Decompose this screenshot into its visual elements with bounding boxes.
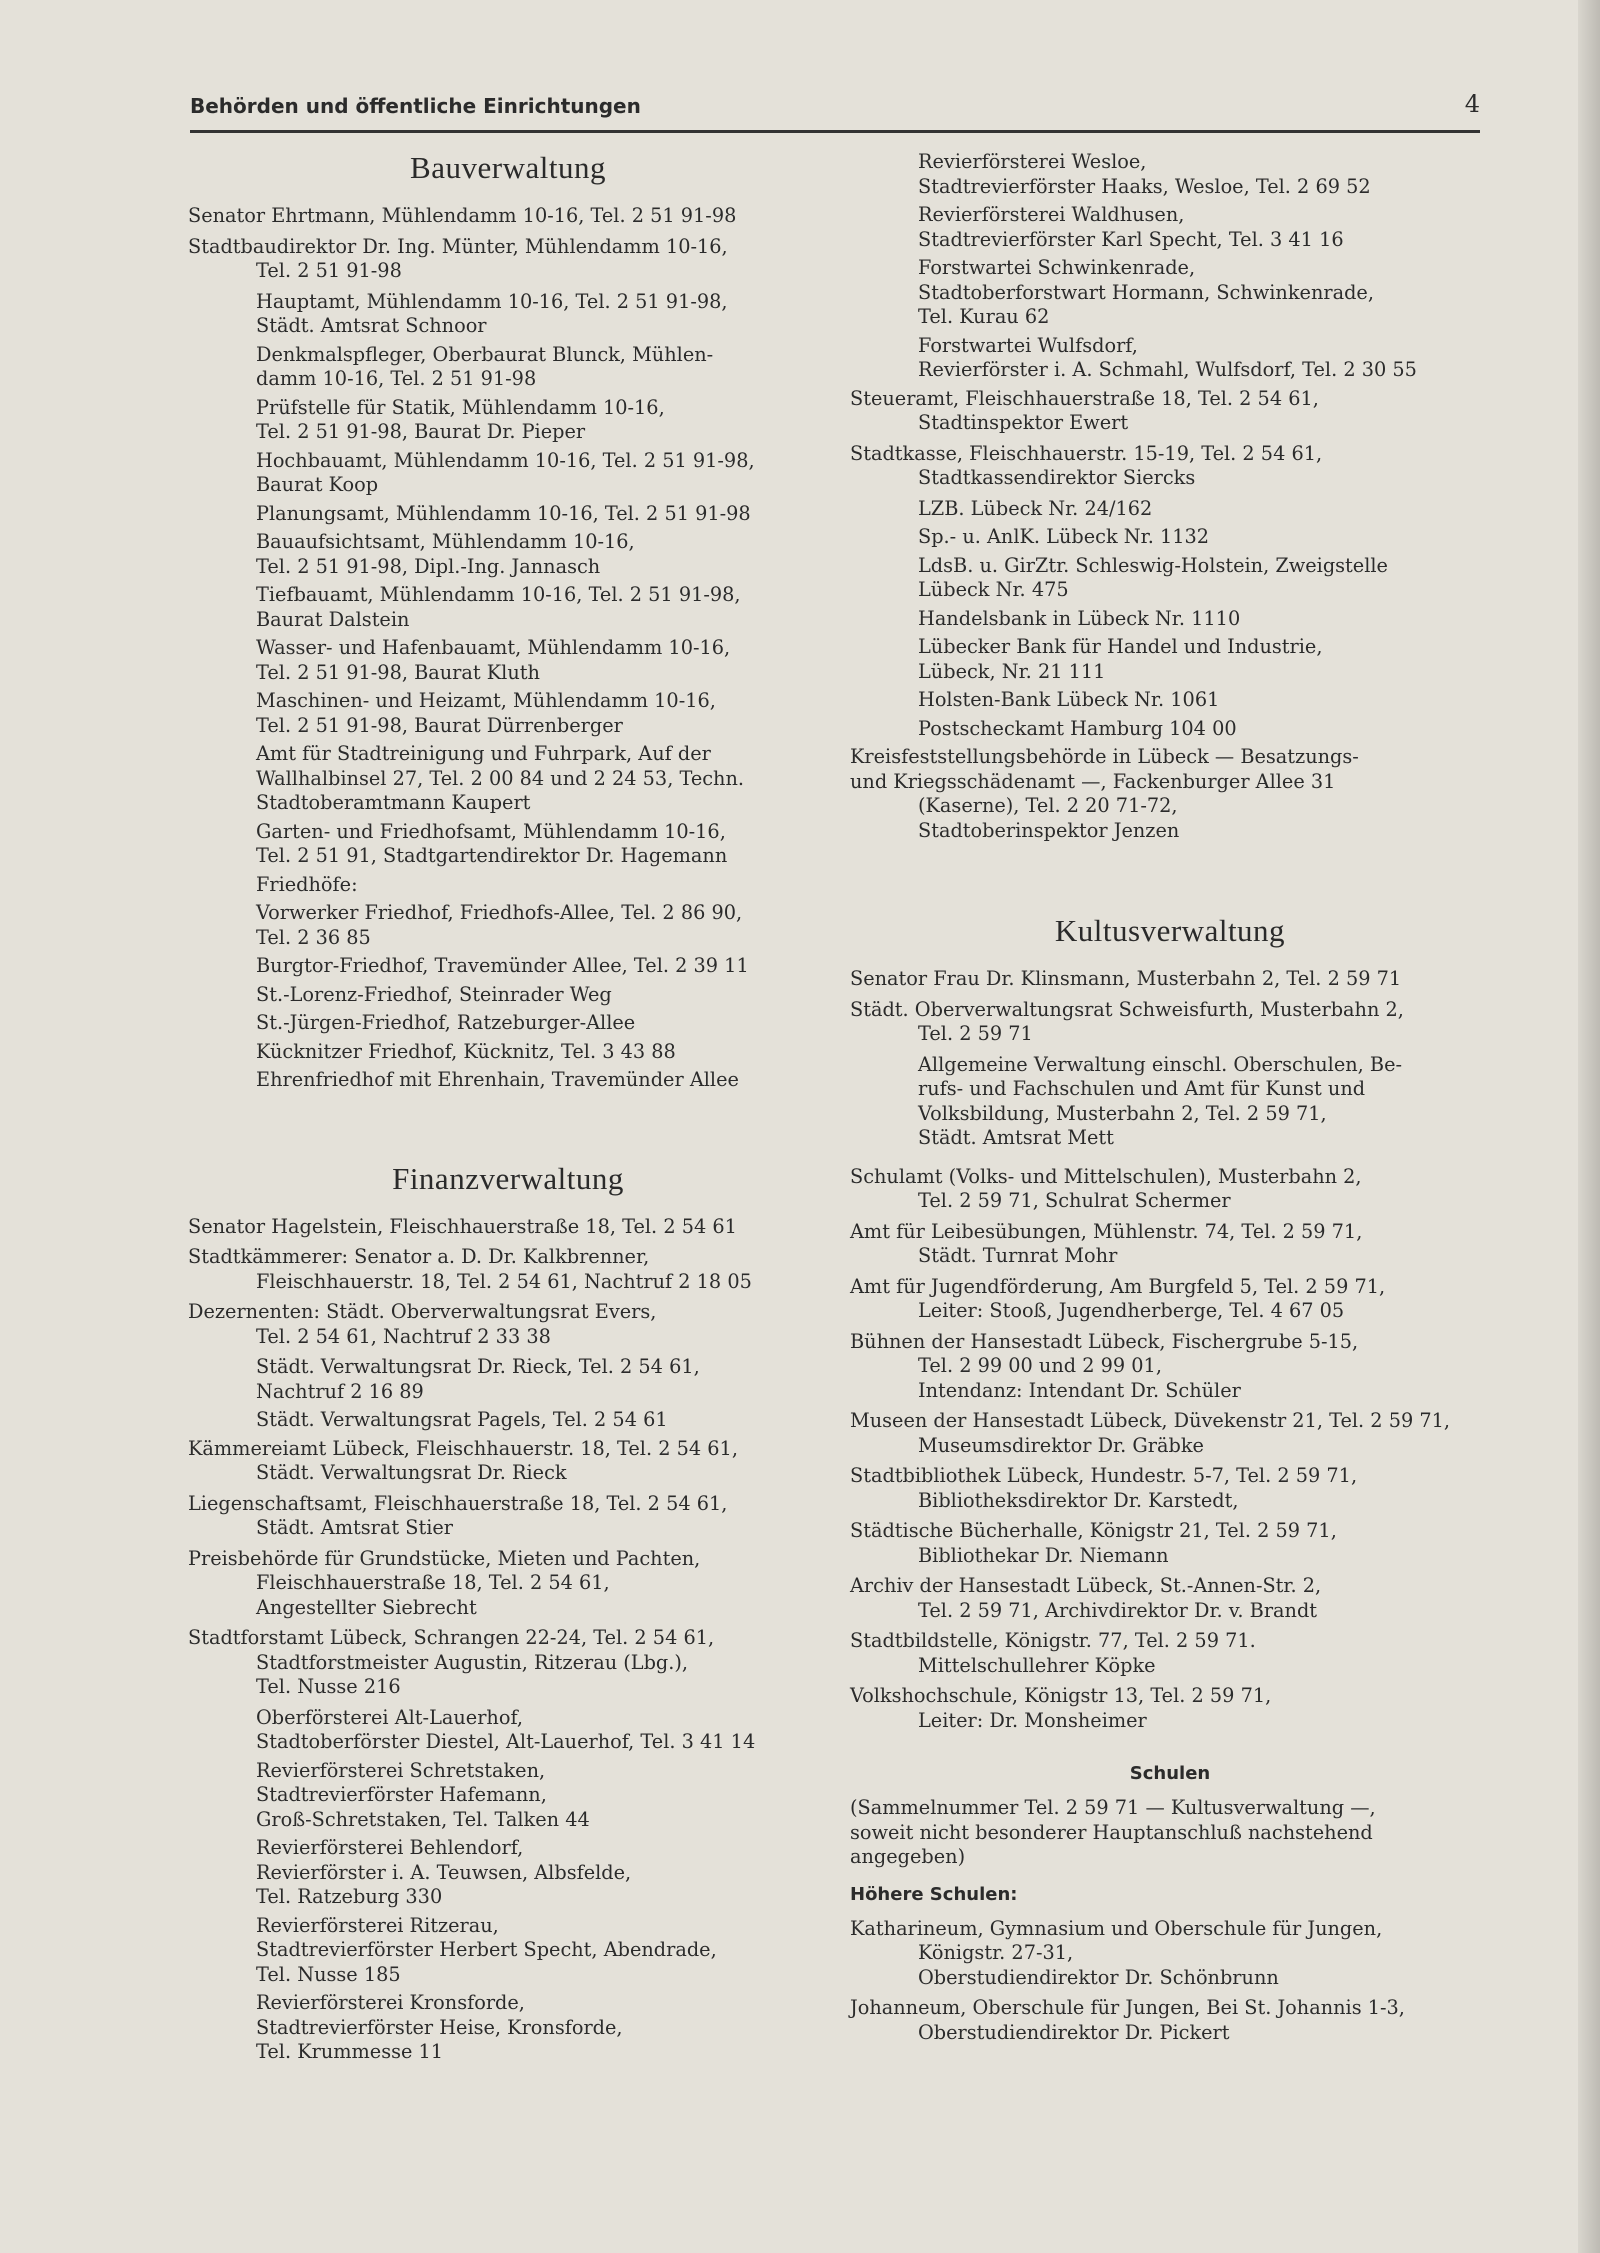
kultus-institution-entry: Stadtbibliothek Lübeck, Hundestr. 5-7, Tel. 2 59 71, Bibliotheksdirektor Dr. Karstedt,	[850, 1464, 1358, 1512]
kultus-entry: Senator Frau Dr. Klinsmann, Musterbahn 2, Tel. 2 59 71	[850, 967, 1402, 990]
bau-office-entry: Denkmalspfleger, Oberbaurat Blunck, Mühlen- damm 10-16, Tel. 2 51 91-98	[256, 342, 714, 390]
page-header	[190, 90, 1480, 133]
kultus-entries	[850, 967, 1490, 1047]
kultus-institution-entry: Stadtbildstelle, Königstr. 77, Tel. 2 59 71. Mittelschullehrer Köpke	[850, 1629, 1256, 1677]
bank-entry: LZB. Lübeck Nr. 24/162	[918, 496, 1153, 520]
entry-stadtkasse: Stadtkasse, Fleischhauerstr. 15-19, Tel. 2 54 61, Stadtkassendirektor Siercks	[850, 441, 1323, 489]
bank-accounts	[850, 497, 1490, 742]
school-entry: Katharineum, Gymnasium und Oberschule für Jungen, Königstr. 27-31, Oberstudiendirektor Dr. Schönbrunn	[850, 1916, 1383, 1989]
bau-office-entry: Hochbauamt, Mühlendamm 10-16, Tel. 2 51 91-98, Baurat Koop	[256, 448, 755, 496]
kultus-institution-entry: Museen der Hansestadt Lübeck, Düvekenstr 21, Tel. 2 59 71, Museumsdirektor Dr. Gräbke	[850, 1409, 1451, 1457]
forst-entry: Revierförsterei Waldhusen, Stadtrevierförster Karl Specht, Tel. 3 41 16	[918, 203, 1344, 251]
entry-fin-liegenschaft: Liegenschaftsamt, Fleischhauerstraße 18, Tel. 2 54 61, Städt. Amtsrat Stier	[188, 1491, 728, 1539]
forst-entry: Forstwartei Schwinkenrade, Stadtoberforstwart Hormann, Schwinkenrade, Tel. Kurau 62	[918, 256, 1374, 328]
entry-bau-direktor: Stadtbaudirektor Dr. Ing. Münter, Mühlendamm 10-16, Tel. 2 51 91-98	[188, 234, 728, 282]
left-column	[188, 150, 828, 2069]
entry-fin-senator: Senator Hagelstein, Fleischhauerstraße 18, Tel. 2 54 61	[188, 1214, 737, 1238]
kultus-institution-entry: Volkshochschule, Königstr 13, Tel. 2 59 71, Leiter: Dr. Monsheimer	[850, 1684, 1272, 1732]
forst-entry: Revierförsterei Wesloe, Stadtrevierförster Haaks, Wesloe, Tel. 2 69 52	[918, 150, 1371, 198]
entry-fin-kaemmerer: Stadtkämmerer: Senator a. D. Dr. Kalkbrenner, Fleischhauerstr. 18, Tel. 2 54 61, Nachtruf 2 18 05	[188, 1245, 752, 1293]
bau-sub-entries	[188, 290, 828, 1093]
bau-office-entry: St.-Jürgen-Friedhof, Ratzeburger-Allee	[256, 1011, 636, 1034]
entry-kreisfeststellung: Kreisfeststellungsbehörde in Lübeck — Besatzungs- und Kriegsschädenamt —, Fackenburger Allee 31 (Kaserne), Tel. 2 20 71-72, Stadtoberinspektor Jenzen	[850, 745, 1359, 842]
section-title-kultusverwaltung: Kultusverwaltung	[1054, 913, 1286, 948]
bank-entry: Lübecker Bank für Handel und Industrie, Lübeck, Nr. 21 111	[918, 635, 1323, 683]
schulen-note: (Sammelnummer Tel. 2 59 71 — Kultusverwaltung —, soweit nicht besonderer Hauptanschluß nachstehend angegeben)	[850, 1796, 1376, 1868]
bau-office-entry: Vorwerker Friedhof, Friedhofs-Allee, Tel. 2 86 90, Tel. 2 36 85	[256, 901, 743, 949]
bau-office-entry: Garten- und Friedhofsamt, Mühlendamm 10-16, Tel. 2 51 91, Stadtgartendirektor Dr. Hagemann	[256, 819, 728, 867]
entry-fin-preis: Preisbehörde für Grundstücke, Mieten und Pachten, Fleischhauerstraße 18, Tel. 2 54 61, Angestellter Siebrecht	[188, 1546, 701, 1619]
entry-fin-dezernenten: Dezernenten: Städt. Oberverwaltungsrat Evers, Tel. 2 54 61, Nachtruf 2 33 38	[188, 1300, 657, 1348]
bau-office-entry: Tiefbauamt, Mühlendamm 10-16, Tel. 2 51 91-98, Baurat Dalstein	[256, 583, 741, 631]
running-title: Behörden und öffentliche Einrichtungen	[190, 94, 641, 118]
dezernent-entry: Städt. Verwaltungsrat Pagels, Tel. 2 54 61	[256, 1408, 668, 1431]
heading-hoehere-schulen: Höhere Schulen:	[850, 1883, 1018, 1905]
fin-dezernenten-sub	[188, 1355, 828, 1433]
school-entry: Johanneum, Oberschule für Jungen, Bei St. Johannis 1-3, Oberstudiendirektor Dr. Pickert	[850, 1996, 1405, 2044]
section-title-bauverwaltung: Bauverwaltung	[410, 150, 606, 185]
kultus-institutions	[850, 1165, 1490, 1734]
dezernent-entry: Städt. Verwaltungsrat Dr. Rieck, Tel. 2 54 61, Nachtruf 2 16 89	[256, 1355, 700, 1403]
bau-office-entry: Maschinen- und Heizamt, Mühlendamm 10-16, Tel. 2 51 91-98, Baurat Dürrenberger	[256, 689, 716, 737]
forst-entry: Oberförsterei Alt-Lauerhof, Stadtoberförster Diestel, Alt-Lauerhof, Tel. 3 41 14	[256, 1705, 756, 1753]
bau-office-entry: Ehrenfriedhof mit Ehrenhain, Travemünder Allee	[256, 1068, 739, 1091]
bau-office-entry: St.-Lorenz-Friedhof, Steinrader Weg	[256, 982, 612, 1006]
bank-entry: LdsB. u. GirZtr. Schleswig-Holstein, Zweigstelle Lübeck Nr. 475	[918, 553, 1388, 601]
forst-entry: Forstwartei Wulfsdorf, Revierförster i. A. Schmahl, Wulfsdorf, Tel. 2 30 55	[918, 333, 1417, 381]
bau-office-entry: Kücknitzer Friedhof, Kücknitz, Tel. 3 43 88	[256, 1039, 676, 1063]
kultus-institution-entry: Archiv der Hansestadt Lübeck, St.-Annen-Str. 2, Tel. 2 59 71, Archivdirektor Dr. v. Brandt	[850, 1574, 1322, 1622]
right-column	[850, 150, 1490, 2051]
kultus-institution-entry: Schulamt (Volks- und Mittelschulen), Musterbahn 2, Tel. 2 59 71, Schulrat Schermer	[850, 1164, 1362, 1212]
forst-entry: Revierförsterei Behlendorf, Revierförster i. A. Teuwsen, Albsfelde, Tel. Ratzeburg 330	[256, 1836, 632, 1908]
bau-office-entry: Bauaufsichtsamt, Mühlendamm 10-16, Tel. 2 51 91-98, Dipl.-Ing. Jannasch	[256, 530, 635, 578]
bau-office-entry: Amt für Stadtreinigung und Fuhrpark, Auf der Wallhalbinsel 27, Tel. 2 00 84 und 2 24 53, Techn. Stadtoberamtmann Kaupert	[256, 742, 744, 814]
kultus-entry: Städt. Oberverwaltungsrat Schweisfurth, Musterbahn 2, Tel. 2 59 71	[850, 997, 1404, 1045]
entry-kultus-allgemein: Allgemeine Verwaltung einschl. Oberschulen, Be- rufs- und Fachschulen und Amt für Kunst und Volksbildung, Musterbahn 2, Tel. 2 59 71, Städt. Amtsrat Mett	[918, 1052, 1403, 1149]
bau-office-entry: Hauptamt, Mühlendamm 10-16, Tel. 2 51 91-98, Städt. Amtsrat Schnoor	[256, 289, 728, 337]
entry-fin-kaemmereiamt: Kämmereiamt Lübeck, Fleischhauerstr. 18, Tel. 2 54 61, Städt. Verwaltungsrat Dr. Rieck	[188, 1436, 738, 1484]
forst-entry: Revierförsterei Ritzerau, Stadtrevierförster Herbert Specht, Abendrade, Tel. Nusse 185	[256, 1913, 717, 1986]
forst-entry: Revierförsterei Kronsforde, Stadtrevierförster Heise, Kronsforde, Tel. Krummesse 11	[256, 1991, 623, 2063]
bau-office-entry: Prüfstelle für Statik, Mühlendamm 10-16, Tel. 2 51 91-98, Baurat Dr. Pieper	[256, 395, 665, 443]
page-number: 4	[1464, 90, 1480, 118]
bank-entry: Sp.- u. AnlK. Lübeck Nr. 1132	[918, 525, 1210, 548]
entry-fin-forst: Stadtforstamt Lübeck, Schrangen 22-24, Tel. 2 54 61, Stadtforstmeister Augustin, Ritzerau (Lbg.), Tel. Nusse 216	[188, 1626, 715, 1698]
hoehere-schulen-list	[850, 1917, 1490, 2046]
kultus-institution-entry: Städtische Bücherhalle, Königstr 21, Tel. 2 59 71, Bibliothekar Dr. Niemann	[850, 1519, 1337, 1567]
page-edge-shadow	[1578, 0, 1600, 2253]
heading-schulen: Schulen	[1129, 1763, 1211, 1784]
entry-steueramt: Steueramt, Fleischhauerstraße 18, Tel. 2 54 61, Stadtinspektor Ewert	[850, 386, 1319, 434]
bau-office-entry: Planungsamt, Mühlendamm 10-16, Tel. 2 51 91-98	[256, 501, 751, 525]
forst-entry: Revierförsterei Schretstaken, Stadtrevierförster Hafemann, Groß-Schretstaken, Tel. Talken 44	[256, 1758, 590, 1831]
bau-office-entry: Friedhöfe:	[256, 872, 358, 896]
bank-entry: Postscheckamt Hamburg 104 00	[918, 716, 1237, 740]
fin-forst-sub	[188, 1706, 828, 2065]
entry-bau-senator: Senator Ehrtmann, Mühlendamm 10-16, Tel. 2 51 91-98	[188, 204, 737, 227]
bau-office-entry: Burgtor-Friedhof, Travemünder Allee, Tel. 2 39 11	[256, 954, 749, 977]
bank-entry: Holsten-Bank Lübeck Nr. 1061	[918, 688, 1220, 711]
kultus-institution-entry: Amt für Jugendförderung, Am Burgfeld 5, Tel. 2 59 71, Leiter: Stooß, Jugendherberge, Tel. 4 67 05	[850, 1274, 1386, 1322]
kultus-institution-entry: Amt für Leibesübungen, Mühlenstr. 74, Tel. 2 59 71, Städt. Turnrat Mohr	[850, 1219, 1363, 1267]
forst-sub-continued	[850, 150, 1490, 383]
bau-office-entry: Wasser- und Hafenbauamt, Mühlendamm 10-16, Tel. 2 51 91-98, Baurat Kluth	[256, 636, 731, 684]
kultus-institution-entry: Bühnen der Hansestadt Lübeck, Fischergrube 5-15, Tel. 2 99 00 und 2 99 01, Intendanz: Intendant Dr. Schüler	[850, 1329, 1359, 1402]
section-title-finanzverwaltung: Finanzverwaltung	[392, 1160, 624, 1196]
bank-entry: Handelsbank in Lübeck Nr. 1110	[918, 606, 1241, 630]
